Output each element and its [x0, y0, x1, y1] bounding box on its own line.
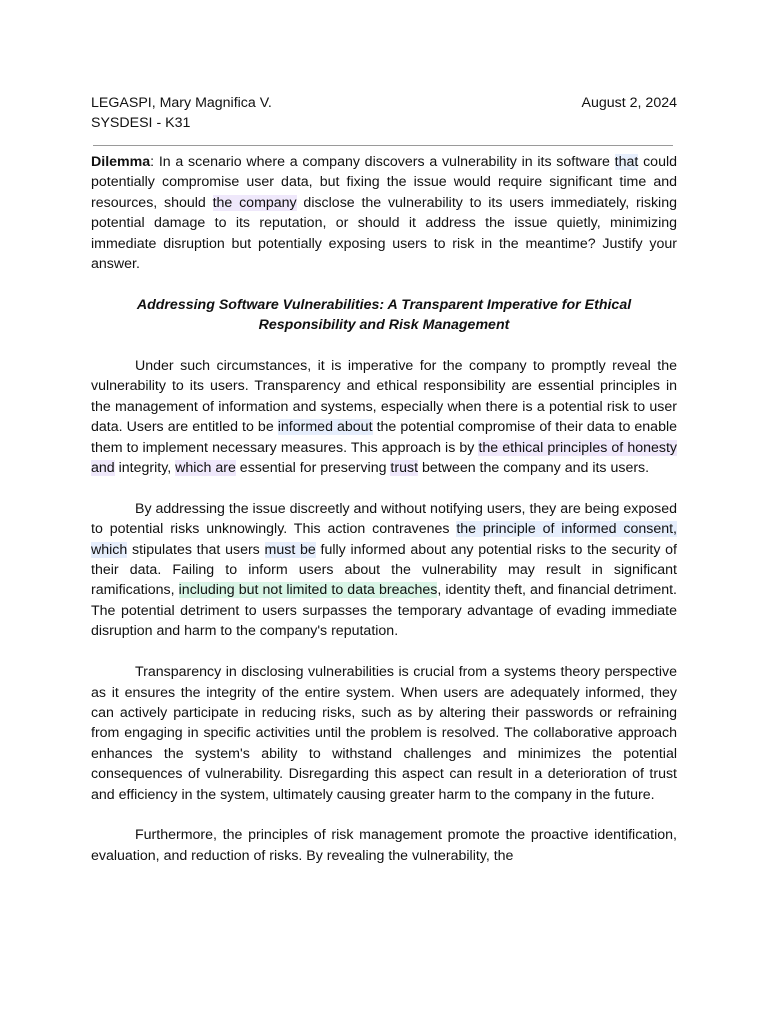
dilemma-text — [91, 154, 677, 272]
text-segment: fully informed about any potential risks to the security of their data. Failing to inform users about the vulnerability may result in significant ramifications, — [91, 541, 677, 599]
text-segment: could potentially compromise user data, but fixing the issue would require significant time and resources, should — [91, 154, 677, 211]
text-segment: : In a scenario where a company discovers a vulnerability in its software — [150, 154, 615, 170]
header-divider — [93, 145, 673, 146]
highlighted-text: including but not limited to data breaches — [178, 582, 438, 599]
body-paragraph — [91, 825, 677, 866]
document-body — [91, 152, 677, 866]
dilemma-paragraph — [91, 152, 677, 274]
text-segment: essential for preserving — [235, 460, 391, 477]
course-section: SYSDESI - K31 — [91, 115, 191, 131]
highlighted-text: which are — [175, 460, 236, 477]
highlighted-text: the ethical principles of honesty and — [91, 439, 678, 477]
body-paragraph — [91, 499, 677, 642]
text-segment: Transparency in disclosing vulnerabilities is crucial from a systems theory perspective as it ensures the integrity of the entire system. When users are adequately informed, they can actively participate in reducing risks, such as by altering their passwords or refraining from engaging in specific activities until the problem is resolved. The collaborative approach enhances the system's ability to withstand challenges and minimizes the potential consequences of vulnerability. Disregarding this aspect can result in a deterioration of trust and efficiency in the system, ultimately causing greater harm to the company in the future. — [91, 664, 677, 803]
text-segment: stipulates that users — [127, 541, 265, 558]
document-header — [91, 93, 677, 133]
essay-title: Addressing Software Vulnerabilities: A Transparent Imperative for Ethical Responsibility and Risk Management — [136, 296, 632, 334]
highlighted-text: trust — [390, 460, 419, 477]
text-segment: Furthermore, the principles of risk management promote the proactive identification, evaluation, and reduction of risks. By revealing the vulnerability, the — [91, 827, 677, 864]
text-segment: integrity, — [114, 460, 176, 477]
dilemma-label: Dilemma — [91, 154, 151, 170]
highlighted-text: the company — [212, 194, 297, 211]
highlighted-text: that — [614, 154, 639, 170]
highlighted-text: informed about — [277, 419, 373, 436]
text-segment: between the company and its users. — [418, 460, 650, 477]
body-paragraph — [91, 662, 677, 805]
body-paragraph — [91, 356, 677, 478]
text-segment: disclose the vulnerability to its users immediately, risking potential damage to its reputation, or should it address the issue quietly, minimizing immediate disruption but potentially exposing users to risk in the meantime? Justify your answer. — [91, 194, 677, 273]
highlighted-text: must be — [264, 541, 316, 558]
document-date: August 2, 2024 — [581, 95, 677, 111]
text-segment: By addressing the issue discreetly and without notifying users, they are being exposed to potential risks unknowingly. This action contravenes — [91, 500, 677, 538]
highlighted-text: the principle of informed consent, which — [91, 521, 677, 558]
author-name: LEGASPI, Mary Magnifica V. — [91, 95, 272, 111]
text-segment: the potential compromise of their data to enable them to implement necessary measures. This approach is by — [91, 419, 677, 456]
text-segment: , identity theft, and financial detriment. The potential detriment to users surpasses the temporary advantage of evading immediate disruption and harm to the company's reputation. — [91, 582, 678, 640]
text-segment: Under such circumstances, it is imperative for the company to promptly reveal the vulnerability to its users. Transparency and ethical responsibility are essential principles in the management of information and systems, especially when there is a potential risk to user data. Users are entitled to be — [91, 358, 677, 436]
